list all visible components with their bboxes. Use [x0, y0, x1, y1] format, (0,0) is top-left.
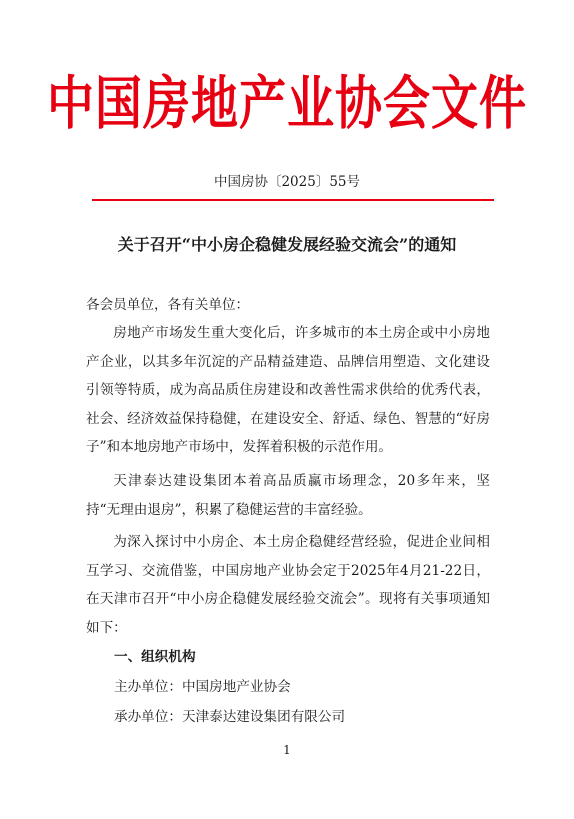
organizer-line: 主办单位：中国房地产业协会: [114, 679, 291, 695]
document-number: 中国房协〔2025〕55号: [213, 174, 361, 190]
red-separator-line: [92, 199, 494, 201]
page-number: 1: [283, 743, 291, 757]
paragraph-teda-experience: 天津泰达建设集团本着高品质赢市场理念，20多年来，坚持“无理由退房”，积累了稳健运营的丰富经验。: [86, 473, 490, 518]
document-header-title: 中国房地产业协会文件: [47, 70, 527, 138]
salutation: 各会员单位，各有关单位：: [86, 297, 250, 313]
notice-title: 关于召开“中小房企稳健发展经验交流会”的通知: [117, 235, 457, 254]
section-heading-organization: 一、组织机构: [114, 649, 196, 665]
paragraph-meeting-announcement: 为深入探讨中小房企、本土房企稳健经营经验，促进企业间相互学习、交流借鉴，中国房地产业协会定于2025年4月21-22日，在天津市召开“中小房企稳健发展经验交流会”。现将有关事项通知如下：: [86, 534, 490, 636]
host-line: 承办单位：天津泰达建设集团有限公司: [114, 709, 346, 725]
paragraph-market-background: 房地产市场发生重大变化后，许多城市的本土房企或中小房地产企业，以其多年沉淀的产品精益建造、品牌信用塑造、文化建设引领等特质，成为高品质住房建设和改善性需求供给的优秀代表，社会、经济效益保持稳健，在建设安全、舒适、绿色、智慧的“好房子”和本地房地产市场中，发挥着积极的示范作用。: [86, 325, 490, 456]
